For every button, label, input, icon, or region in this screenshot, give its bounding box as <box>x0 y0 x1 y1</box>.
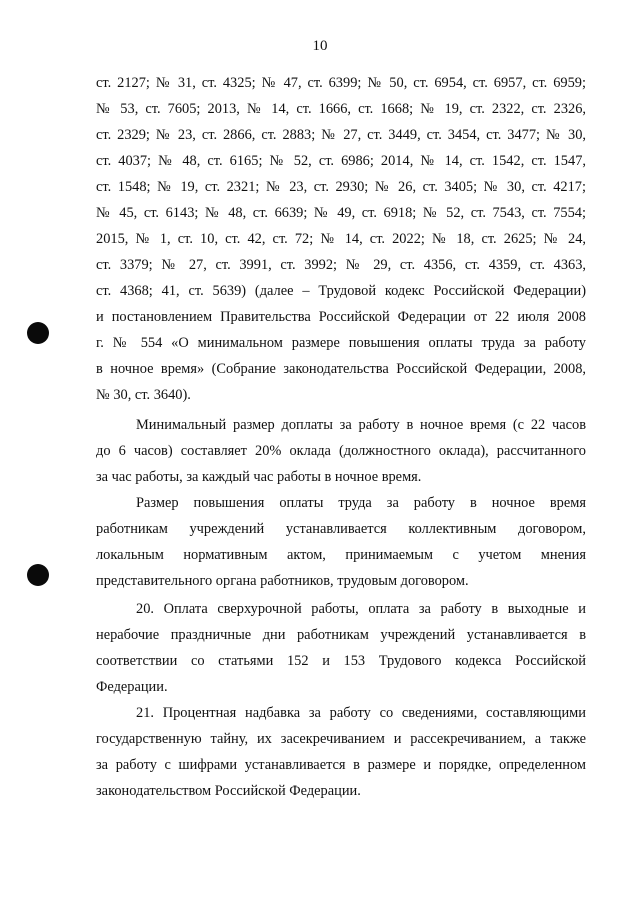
text-line: работникам учреждений устанавливается коллективным договором, <box>96 521 586 537</box>
text-line: 2015, № 1, ст. 10, ст. 42, ст. 72; № 14, ст. 2022; № 18, ст. 2625; № 24, <box>96 231 586 247</box>
text-line: Минимальный размер доплаты за работу в ночное время (с 22 часов <box>136 417 586 433</box>
page-number: 10 <box>312 38 328 54</box>
text-line: ст. 2127; № 31, ст. 4325; № 47, ст. 6399; № 50, ст. 6954, ст. 6957, ст. 6959; <box>96 75 586 91</box>
text-line: нерабочие праздничные дни работникам учреждений устанавливается в <box>96 627 586 643</box>
text-line: г. № 554 «О минимальном размере повышения оплаты труда за работу <box>96 335 586 351</box>
text-line: 20. Оплата сверхурочной работы, оплата за работу в выходные и <box>136 601 586 617</box>
text-line: ст. 1548; № 19, ст. 2321; № 23, ст. 2930; № 26, ст. 3405; № 30, ст. 4217; <box>96 179 586 195</box>
text-line: и постановлением Правительства Российской Федерации от 22 июля 2008 <box>96 309 586 325</box>
text-line: 21. Процентная надбавка за работу со сведениями, составляющими <box>136 705 586 721</box>
text-line: ст. 3379; № 27, ст. 3991, ст. 3992; № 29, ст. 4356, ст. 4359, ст. 4363, <box>96 257 586 273</box>
text-line: в ночное время» (Собрание законодательства Российской Федерации, 2008, <box>96 361 586 377</box>
punch-hole-mark <box>27 322 49 344</box>
text-line: ст. 4037; № 48, ст. 6165; № 52, ст. 6986; 2014, № 14, ст. 1542, ст. 1547, <box>96 153 586 169</box>
text-line: до 6 часов) составляет 20% оклада (должностного оклада), рассчитанного <box>96 443 586 459</box>
text-line: ст. 4368; 41, ст. 5639) (далее – Трудовой кодекс Российской Федерации) <box>96 283 586 299</box>
text-line: № 45, ст. 6143; № 48, ст. 6639; № 49, ст. 6918; № 52, ст. 7543, ст. 7554; <box>96 205 586 221</box>
text-line: Размер повышения оплаты труда за работу в ночное время <box>136 495 586 511</box>
text-line: Федерации. <box>96 679 168 695</box>
text-line: государственную тайну, их засекречиванием и рассекречиванием, а также <box>96 731 586 747</box>
text-line: № 30, ст. 3640). <box>96 387 191 403</box>
text-line: законодательством Российской Федерации. <box>96 783 361 799</box>
text-line: локальным нормативным актом, принимаемым с учетом мнения <box>96 547 586 563</box>
text-line: за работу с шифрами устанавливается в размере и порядке, определенном <box>96 757 586 773</box>
text-line: представительного органа работников, трудовым договором. <box>96 573 469 589</box>
text-line: № 53, ст. 7605; 2013, № 14, ст. 1666, ст. 1668; № 19, ст. 2322, ст. 2326, <box>96 101 586 117</box>
text-line: ст. 2329; № 23, ст. 2866, ст. 2883; № 27, ст. 3449, ст. 3454, ст. 3477; № 30, <box>96 127 586 143</box>
punch-hole-mark <box>27 564 49 586</box>
text-line: за час работы, за каждый час работы в ночное время. <box>96 469 422 485</box>
text-line: соответствии со статьями 152 и 153 Трудового кодекса Российской <box>96 653 586 669</box>
